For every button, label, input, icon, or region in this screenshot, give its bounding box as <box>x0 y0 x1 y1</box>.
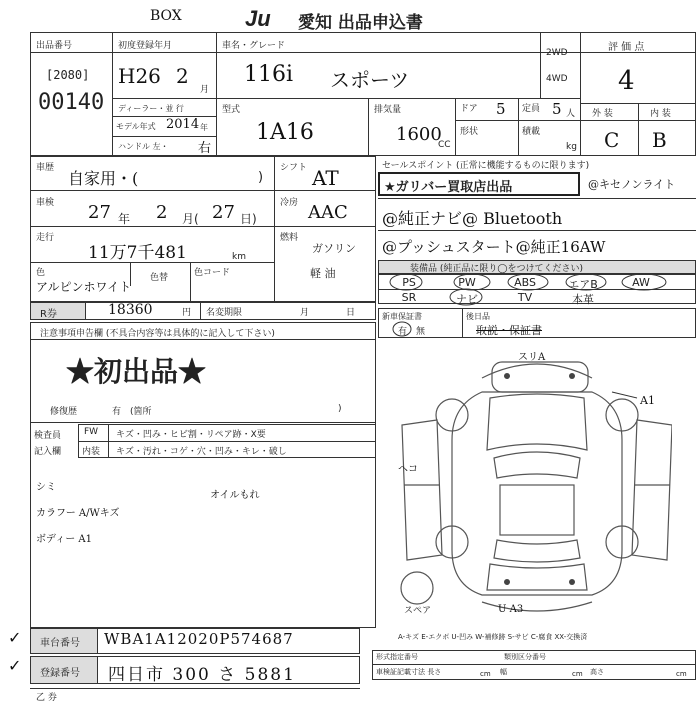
car-rear-window <box>494 540 580 562</box>
r-ticket-value: 18360 <box>108 302 153 318</box>
diagram-right-note: A1 <box>640 394 655 407</box>
mileage-unit: km <box>232 252 246 262</box>
first-listing: ★初出品★ <box>66 355 207 388</box>
r-ticket-label: R券 <box>40 309 57 320</box>
box-note: BOX <box>150 8 182 24</box>
name-change-month: 月 <box>300 308 310 318</box>
handle-label: ハンドル 左・ <box>118 142 169 151</box>
new-car-yes: 有 <box>398 327 408 337</box>
shift-label: シフト <box>280 163 308 173</box>
car-diagram <box>382 350 672 620</box>
new-car-no: 無 <box>416 327 426 337</box>
gulliver-banner-text: ★ガリバー買取店出品 <box>384 180 513 195</box>
exterior-value: C <box>604 128 620 152</box>
circle-abs <box>508 274 548 290</box>
notes-label: 注意事項申告欄 (不具合内容等は具体的に記入して下さい) <box>40 329 275 339</box>
capacity-value: 5 <box>552 100 562 118</box>
door-value: 5 <box>496 100 506 118</box>
sales-note-1: @キセノンライト <box>588 178 676 191</box>
recolor-label: 色替 <box>150 273 169 283</box>
r-ticket-frame <box>30 302 376 320</box>
first-reg-unit: 月 <box>200 85 210 95</box>
cc-label: 排気量 <box>374 105 402 115</box>
repair-place: (箇所 <box>130 407 152 417</box>
equipment-airbag: エアB <box>568 278 598 291</box>
last-label: 乙 券 <box>36 693 57 703</box>
note-line-2: カラフー A/Wキズ <box>36 508 120 519</box>
first-reg-label: 初度登録年月 <box>118 41 173 51</box>
score-value: 4 <box>618 66 635 96</box>
chassis-number: WBA1A12020P574687 <box>104 630 294 648</box>
equipment-ps: PS <box>402 276 416 289</box>
type-value: 1A16 <box>256 120 314 145</box>
interior-check-label: 内装 <box>82 447 101 457</box>
inspection-label: 車検 <box>36 198 55 208</box>
equipment-tv: TV <box>517 291 533 304</box>
new-car-label: 新車保証書 <box>382 312 422 321</box>
interior-value: B <box>652 128 667 152</box>
equipment-navi: ナビ <box>456 293 478 306</box>
entry-label: 記入欄 <box>34 447 62 457</box>
load-unit: kg <box>566 142 577 152</box>
spare-tire <box>401 572 433 604</box>
inspection-month: 2 <box>156 202 168 223</box>
fuel-label: 燃料 <box>280 233 299 243</box>
wheel-front-left <box>436 399 468 431</box>
color-value: アルピンホワイト <box>36 280 132 294</box>
inspection-day: 27 <box>212 202 235 223</box>
diagram-bottom-note: U A3 <box>498 604 524 615</box>
type-label: 型式 <box>222 105 241 115</box>
circle-aw <box>622 274 666 290</box>
later-label: 後日品 <box>466 312 490 321</box>
inspector-label: 検査員 <box>34 431 62 441</box>
mileage-label: 走行 <box>36 233 55 243</box>
note-line-1-left: シミ <box>36 482 56 493</box>
car-body-outline <box>452 392 622 595</box>
checkmark-1: ✓ <box>8 628 22 647</box>
form-title: 愛知 出品申込書 <box>298 13 423 33</box>
door-label: ドア <box>460 104 478 114</box>
model-year-label: モデル年式 <box>116 122 156 131</box>
repair-place-close: ) <box>338 404 342 414</box>
vehicle-name-label: 車名・グレード <box>222 41 286 51</box>
format-label: 形式指定番号 <box>376 653 418 661</box>
circle-navi <box>450 289 482 305</box>
inspection-day-unit: 日) <box>240 212 257 226</box>
length-unit: cm <box>480 670 491 678</box>
lot-bracket: [2080] <box>46 68 90 82</box>
fw-label: FW <box>84 427 99 437</box>
vehicle-name: 116i <box>244 62 294 87</box>
note-line-1-right: オイルもれ <box>210 490 260 501</box>
width-label: 幅 <box>500 668 507 676</box>
color-label: 色 <box>36 268 46 278</box>
fw-items: キズ・凹み・ヒビ割・リペア跡・X要 <box>116 430 266 440</box>
shape-label: 形状 <box>460 127 479 137</box>
equipment-sr: SR <box>401 291 417 304</box>
registration-number: 四日市 300 さ 5881 <box>108 665 296 685</box>
mileage-value: 11万7千481 <box>88 243 187 263</box>
handle-value: 右 <box>198 141 212 156</box>
name-change-label: 名変期限 <box>206 308 243 318</box>
history-value: 自家用・( <box>68 169 139 188</box>
ju-logo: Ju <box>245 6 271 31</box>
registration-label: 登録番号 <box>40 668 80 679</box>
drive-2wd: 2WD <box>546 48 568 58</box>
circle-airbag <box>566 274 606 290</box>
note-line-3: ボディー A1 <box>36 534 92 545</box>
fuel-petrol: ガソリン <box>312 242 356 255</box>
circle-ps <box>390 274 422 290</box>
name-change-day: 日 <box>346 308 356 318</box>
dealer-label: ディーラー・並 行 <box>118 104 184 113</box>
car-windshield <box>494 452 580 478</box>
aircon-label: 冷房 <box>280 198 299 208</box>
color-code-label: 色コード <box>194 268 231 278</box>
cc-value: 1600 <box>396 124 442 145</box>
equipment-pw: PW <box>458 276 476 289</box>
history-label: 車歴 <box>36 163 55 173</box>
equipment-abs: ABS <box>514 276 536 289</box>
score-label: 評 価 点 <box>608 42 645 53</box>
new-car-yes-circle <box>392 320 412 338</box>
repair-value: 有 <box>112 407 122 417</box>
interior-items: キズ・汚れ・コゲ・穴・凹み・キレ・破し <box>116 447 287 457</box>
damage-legend: A-キズ E-エクボ U-凹み W-補修跡 S-サビ C-腐食 XX-交換済 <box>398 633 588 641</box>
diagram-top-note: スリA <box>518 352 546 363</box>
first-reg-year: H26 <box>118 64 161 88</box>
r-ticket-unit: 円 <box>182 308 192 318</box>
inspection-year: 27 <box>88 202 111 223</box>
inspection-month-unit: 月( <box>182 212 199 226</box>
height-label: 高さ <box>590 668 604 676</box>
equipment-leather: 本革 <box>572 293 594 306</box>
sales-points-label: セールスポイント (正常に機能するものに限ります) <box>382 161 590 171</box>
interior-label: 内 装 <box>650 109 671 119</box>
drive-4wd: 4WD <box>546 74 568 84</box>
equipment-circles <box>378 272 696 306</box>
capacity-unit: 人 <box>566 109 576 119</box>
height-unit: cm <box>676 670 687 678</box>
fuel-diesel: 軽 油 <box>310 267 336 280</box>
car-trunk <box>487 564 587 590</box>
sales-note-3: @プッシュスタート@純正16AW <box>382 238 606 256</box>
car-roof-center <box>500 485 574 535</box>
checkmark-2: ✓ <box>8 656 22 675</box>
history-close: ) <box>258 170 264 185</box>
spare-label: スペア <box>404 606 432 616</box>
aircon-value: AAC <box>308 202 348 223</box>
category-label: 類別区分番号 <box>504 653 546 661</box>
sales-note-2: @純正ナビ@ Bluetooth <box>382 209 563 228</box>
diagram-left-note: ヘコ <box>398 464 418 475</box>
length-label: 車検証記載寸法 長さ <box>376 668 442 676</box>
lot-number: 00140 <box>38 90 105 115</box>
repair-label: 修復歴 <box>50 407 78 417</box>
capacity-label: 定員 <box>522 104 541 114</box>
width-unit: cm <box>572 670 583 678</box>
vehicle-grade: スポーツ <box>330 68 410 92</box>
inspection-year-unit: 年 <box>118 212 131 226</box>
lot-number-label: 出品番号 <box>36 41 73 51</box>
car-hood <box>487 394 587 450</box>
circle-pw <box>454 274 490 290</box>
shift-value: AT <box>312 166 339 190</box>
load-label: 積載 <box>522 127 541 137</box>
first-reg-month: 2 <box>176 64 189 88</box>
later-value: 取説・保証書 <box>476 324 542 337</box>
exterior-label: 外 装 <box>592 109 613 119</box>
cc-unit: CC <box>438 140 451 150</box>
chassis-label: 車台番号 <box>40 638 80 649</box>
front-bumper <box>482 364 592 378</box>
model-year-unit: 年 <box>200 123 208 132</box>
wheel-front-right <box>606 399 638 431</box>
model-year-value: 2014 <box>166 117 200 132</box>
equipment-label: 装備品 (純正品に限り◯をつけてください) <box>410 264 583 274</box>
equipment-aw: AW <box>632 276 650 289</box>
